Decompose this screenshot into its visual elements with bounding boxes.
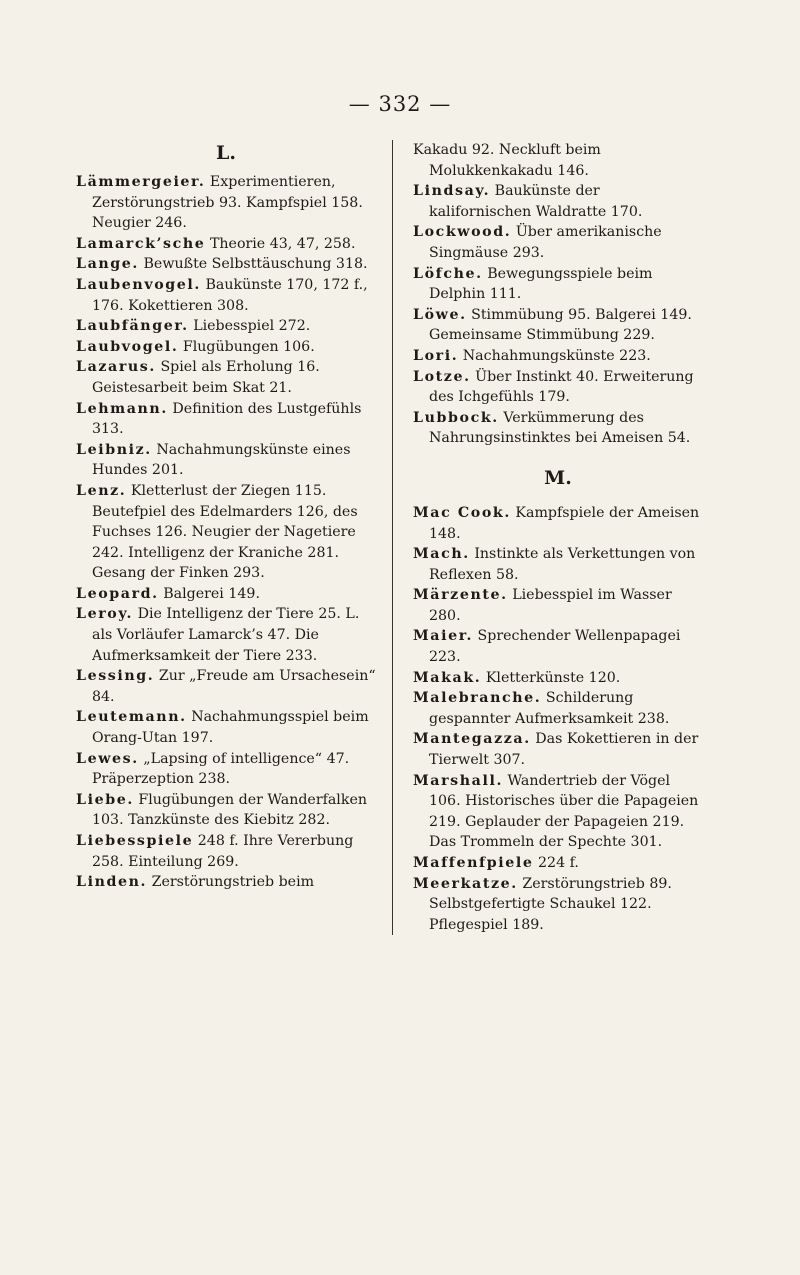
index-entry xyxy=(413,503,703,544)
index-entry xyxy=(76,707,376,748)
entry-text: Nachahmungskünste eines Hundes 201. xyxy=(92,441,351,479)
index-entry xyxy=(76,357,376,398)
entry-text: Balgerei 149. xyxy=(163,585,260,602)
entry-head: Maier. xyxy=(413,628,474,645)
index-entry xyxy=(413,181,703,222)
index-entry xyxy=(76,399,376,440)
index-entry xyxy=(413,222,703,263)
entry-text: Kletterkünste 120. xyxy=(485,669,621,686)
entry-head: Leopard. xyxy=(76,585,159,602)
index-entry xyxy=(76,666,376,707)
index-entry xyxy=(76,790,376,831)
index-columns xyxy=(76,140,716,935)
entry-head: Löwe. xyxy=(413,306,467,323)
entry-head: Malebranche. xyxy=(413,690,542,707)
index-entry xyxy=(76,275,376,316)
right-column xyxy=(392,140,703,935)
section-letter: M. xyxy=(544,466,572,489)
entry-text: Flugübungen der Wanderfalken 103. Tanzkünste des Kiebitz 282. xyxy=(92,791,367,829)
entry-text: Kletterlust der Ziegen 115. Beutefpiel des Edelmarders 126, des Fuchses 126. Neugier der Nagetiere 242. Intelligenz der Kraniche 281. Gesang der Finken 293. xyxy=(92,482,358,582)
entry-text: Die Intelligenz der Tiere 25. L. als Vorläufer Lamarck’s 47. Die Aufmerksamkeit der Tiere 233. xyxy=(92,606,360,664)
entry-text: Sprechender Wellenpapagei 223. xyxy=(429,628,681,666)
entry-text: Über Instinkt 40. Erweiterung des Ichgefühls 179. xyxy=(429,368,694,406)
entry-list xyxy=(76,172,376,893)
index-entry xyxy=(413,367,703,408)
entry-head: Maffenfpiele xyxy=(413,855,534,871)
index-entry xyxy=(76,872,376,893)
entry-text: Kampfspiele der Ameisen 148. xyxy=(429,504,700,542)
index-entry xyxy=(413,544,703,585)
entry-head: Märzente. xyxy=(413,587,508,604)
entry-text: Zerstörungstrieb 89. Selbstgefertigte Schaukel 122. Pflegespiel 189. xyxy=(429,875,672,933)
entry-head: Laubvogel. xyxy=(76,338,179,355)
entry-head: Lori. xyxy=(413,347,459,364)
entry-text: Über amerikanische Singmäuse 293. xyxy=(429,224,662,261)
entry-text: Flugübungen 106. xyxy=(182,338,315,355)
entry-head: Mac Cook. xyxy=(413,504,511,521)
entry-head: Lehmann. xyxy=(76,400,168,417)
entry-head: Mach. xyxy=(413,546,470,563)
entry-head: Laubenvogel. xyxy=(76,276,201,293)
entry-list xyxy=(413,503,703,935)
entry-head: Lamarck’sche xyxy=(76,235,206,252)
index-entry xyxy=(413,305,703,346)
entry-head: Lindsay. xyxy=(413,183,491,200)
entry-text: Experimentieren, Zerstörungstrieb 93. Kampfspiel 158. Neugier 246. xyxy=(92,174,363,232)
entry-text: Nachahmungskünste 223. xyxy=(462,347,651,364)
index-entry xyxy=(413,264,703,305)
index-entry xyxy=(76,831,376,872)
entry-text: Theorie 43, 47, 258. xyxy=(209,235,356,252)
entry-head: Lazarus. xyxy=(76,359,156,376)
entry-text: Spiel als Erholung 16. Geistesarbeit beim Skat 21. xyxy=(92,359,320,396)
entry-head: Lange. xyxy=(76,256,139,273)
index-entry xyxy=(76,254,376,275)
index-entry xyxy=(413,729,703,770)
entry-text: „Lapsing of intelligence“ 47. Präperzeption 238. xyxy=(92,750,350,788)
entry-list xyxy=(413,140,703,449)
entry-head: Lotze. xyxy=(413,368,471,385)
index-entry xyxy=(413,408,703,449)
index-entry xyxy=(413,626,703,667)
entry-head: Leroy. xyxy=(76,606,134,623)
entry-head: Lämmergeier. xyxy=(76,174,206,190)
entry-text: Baukünste 170, 172 f., 176. Kokettieren 308. xyxy=(92,276,368,314)
index-entry xyxy=(76,316,376,337)
index-entry xyxy=(413,874,703,936)
entry-head: Laubfänger. xyxy=(76,318,189,335)
entry-head: Makak. xyxy=(413,669,482,686)
index-entry xyxy=(413,140,703,181)
index-entry xyxy=(413,771,703,853)
entry-text: Instinkte als Verkettungen von Reflexen 58. xyxy=(429,546,696,583)
index-entry xyxy=(413,688,703,729)
entry-head: Marshall. xyxy=(413,772,503,789)
entry-text: Definition des Lustgefühls 313. xyxy=(92,400,362,438)
page-number: — 332 — xyxy=(348,92,452,116)
entry-text: Nachahmungsspiel beim Orang-Utan 197. xyxy=(92,709,369,747)
entry-text: Bewußte Selbsttäuschung 318. xyxy=(143,256,368,273)
entry-head: Liebe. xyxy=(76,791,134,808)
index-entry xyxy=(76,172,376,234)
entry-text: Das Kokettieren in der Tierwelt 307. xyxy=(429,731,699,769)
index-entry xyxy=(413,668,703,689)
entry-text: Liebesspiel im Wasser 280. xyxy=(429,587,672,624)
entry-text: Kakadu 92. Neckluft beim Molukkenkakadu 146. xyxy=(413,142,601,179)
index-entry xyxy=(76,481,376,584)
entry-text: Baukünste der kalifornischen Waldratte 170. xyxy=(429,183,643,220)
entry-text: 224 f. xyxy=(538,855,579,871)
entry-text: Liebesspiel 272. xyxy=(193,318,311,335)
index-entry xyxy=(76,584,376,605)
index-entry xyxy=(76,337,376,358)
entry-text: Bewegungsspiele beim Delphin 111. xyxy=(429,265,653,303)
entry-head: Mantegazza. xyxy=(413,731,531,748)
index-entry xyxy=(76,749,376,790)
entry-head: Lubbock. xyxy=(413,409,499,426)
index-entry xyxy=(413,853,703,874)
entry-text: Verkümmerung des Nahrungsinstinktes bei Ameisen 54. xyxy=(429,409,691,447)
entry-head: Lessing. xyxy=(76,668,155,685)
entry-head: Lenz. xyxy=(76,482,127,499)
entry-head: Leibniz. xyxy=(76,441,152,458)
entry-text: Schilderung gespannter Aufmerksamkeit 238. xyxy=(429,690,670,727)
left-column xyxy=(76,140,392,935)
entry-text: Wandertrieb der Vögel 106. Historisches über die Papageien 219. Geplauder der Papageien 219. Das Trommeln der Spechte 301. xyxy=(429,772,699,851)
index-entry xyxy=(76,234,376,255)
entry-head: Löfche. xyxy=(413,265,483,282)
section-letter: L. xyxy=(216,142,236,164)
index-entry xyxy=(413,346,703,367)
entry-head: Meerkatze. xyxy=(413,875,518,892)
index-entry xyxy=(76,440,376,481)
entry-text: Zerstörungstrieb beim xyxy=(151,874,315,891)
entry-head: Liebesspiele xyxy=(76,833,194,849)
entry-head: Leutemann. xyxy=(76,709,187,726)
entry-text: Zur „Freude am Ursachesein“ 84. xyxy=(92,668,376,705)
entry-head: Lewes. xyxy=(76,750,139,767)
entry-text: 248 f. Ihre Vererbung 258. Einteilung 269. xyxy=(92,833,354,870)
entry-head: Linden. xyxy=(76,874,148,891)
index-entry xyxy=(76,604,376,666)
index-entry xyxy=(413,585,703,626)
entry-text: Stimmübung 95. Balgerei 149. Gemeinsame Stimmübung 229. xyxy=(429,306,692,344)
entry-head: Lockwood. xyxy=(413,224,512,241)
